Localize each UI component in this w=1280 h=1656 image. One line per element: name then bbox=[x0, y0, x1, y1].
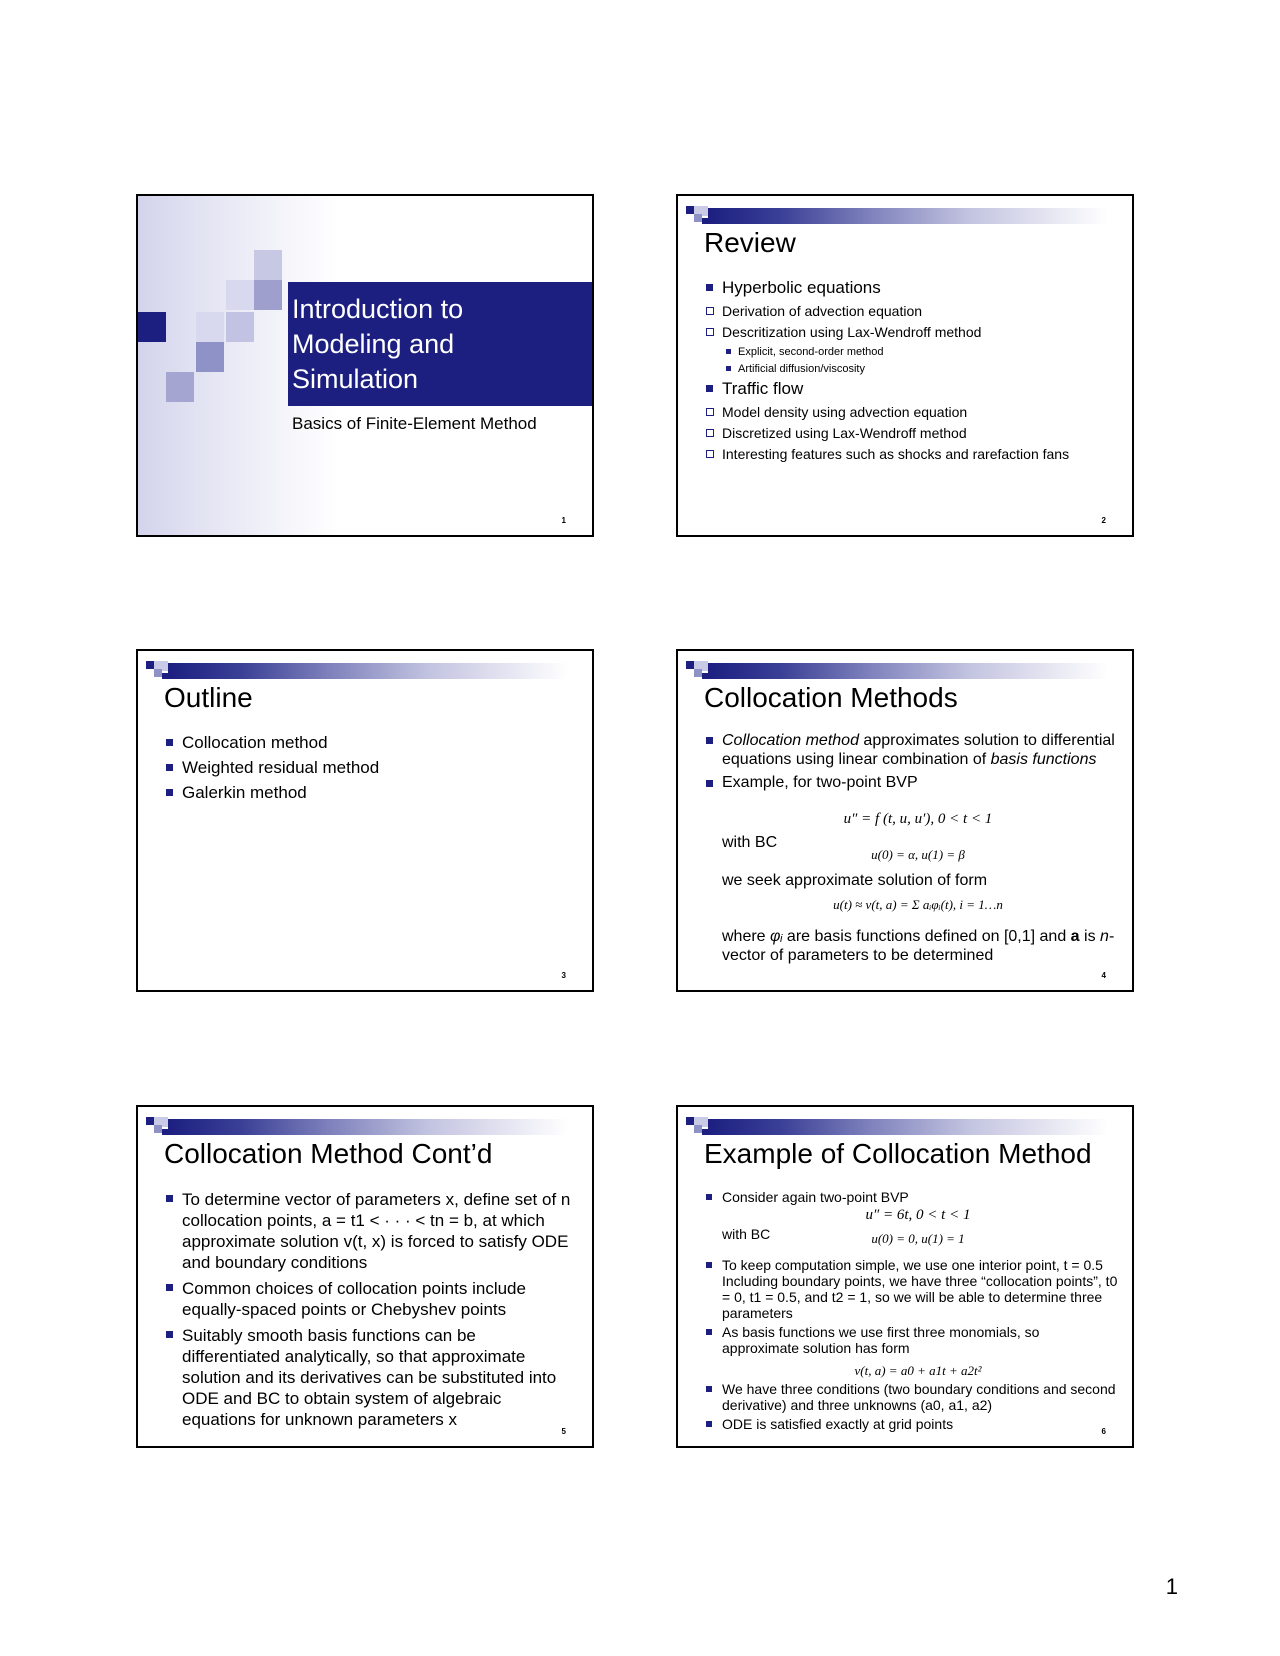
sub-bullet: Interesting features such as shocks and rarefaction fans bbox=[704, 446, 1118, 463]
slide-title: Outline bbox=[164, 682, 253, 713]
slide-title: Review bbox=[704, 227, 796, 258]
slide-2 bbox=[676, 194, 1134, 537]
decor-square bbox=[702, 1129, 708, 1135]
text-seek: we seek approximate solution of form bbox=[722, 872, 988, 889]
bullet: Traffic flow bbox=[704, 379, 1118, 399]
bullet: ODE is satisfied exactly at grid points bbox=[704, 1416, 1118, 1432]
symbol: n bbox=[1100, 928, 1109, 945]
bullet-list bbox=[164, 733, 578, 808]
text-where bbox=[722, 927, 1122, 965]
decor-square bbox=[686, 206, 694, 214]
slide-number: 3 bbox=[561, 971, 566, 980]
equation-basis: v(t, a) = a0 + a1t + a2t² bbox=[854, 1363, 982, 1378]
decor-square bbox=[686, 661, 694, 669]
slide-number: 4 bbox=[1101, 971, 1106, 980]
slide-6 bbox=[676, 1105, 1134, 1448]
bullet-list bbox=[704, 278, 1118, 467]
text-with-bc: with BC bbox=[722, 1226, 771, 1242]
slide-3 bbox=[136, 649, 594, 992]
decor-square bbox=[254, 280, 282, 310]
text: are basis functions defined on [0,1] and bbox=[782, 928, 1071, 945]
slide-title: Collocation Methods bbox=[704, 682, 958, 713]
header-strip bbox=[708, 663, 1108, 679]
header-strip bbox=[708, 1119, 1108, 1135]
equation-bc: u(0) = 0, u(1) = 1 bbox=[871, 1231, 965, 1246]
bullet: Example, for two-point BVP bbox=[704, 774, 1118, 792]
bullet: Weighted residual method bbox=[164, 758, 578, 778]
sub-bullet: Model density using advection equation bbox=[704, 404, 1118, 421]
decor-square bbox=[162, 673, 168, 679]
slide-1 bbox=[136, 194, 594, 537]
text: approximates solution to differential equations using linear combination of bbox=[722, 732, 1115, 768]
equation-approx: u(t) ≈ v(t, a) = Σ aᵢφᵢ(t), i = 1…n bbox=[833, 897, 1003, 912]
title-line: Simulation bbox=[292, 364, 419, 394]
bullet: To determine vector of parameters x, define set of n collocation points, a = t1 < · · · < tn = b, at which approximate solution v(t, x) is forced to satisfy ODE and boundary conditions bbox=[164, 1189, 578, 1273]
text: -vector of parameters to be determined bbox=[722, 928, 1115, 964]
bullet bbox=[704, 731, 1118, 769]
emphasis: basis functions bbox=[990, 751, 1097, 768]
bullet: To keep computation simple, we use one interior point, t = 0.5 Including boundary points, we have three “collocation points”, t0 = 0, t1 = 0.5, and t2 = 1, so we will be able to determine three parameters bbox=[704, 1257, 1118, 1321]
header-strip bbox=[708, 208, 1108, 224]
decor-square bbox=[196, 342, 224, 372]
slide-1-title bbox=[292, 292, 463, 397]
header-strip bbox=[168, 663, 568, 679]
slide-title: Example of Collocation Method bbox=[704, 1138, 1092, 1169]
decor-square bbox=[196, 312, 224, 342]
bullet: Collocation method bbox=[164, 733, 578, 753]
equation-ode: u″ = f (t, u, u′), 0 < t < 1 bbox=[843, 811, 993, 827]
bullet: We have three conditions (two boundary conditions and second derivative) and three unknowns (a0, a1, a2) bbox=[704, 1381, 1118, 1413]
bullet: Common choices of collocation points include equally-spaced points or Chebyshev points bbox=[164, 1278, 578, 1320]
decor-square bbox=[154, 1125, 162, 1133]
bullet-list bbox=[704, 731, 1118, 792]
slide-number: 1 bbox=[561, 516, 566, 525]
decor-square bbox=[702, 218, 708, 224]
text: where bbox=[722, 928, 771, 945]
bullet: Consider again two-point BVP bbox=[704, 1189, 1118, 1205]
sub-sub-bullet: Artificial diffusion/viscosity bbox=[724, 362, 1118, 376]
decor-square bbox=[162, 1129, 168, 1135]
decor-square bbox=[138, 312, 166, 342]
decor-square bbox=[254, 250, 282, 280]
slide-number: 5 bbox=[561, 1427, 566, 1436]
text-with-bc: with BC bbox=[722, 834, 778, 851]
decor-square bbox=[166, 372, 194, 402]
slide-4 bbox=[676, 649, 1134, 992]
bullet: Galerkin method bbox=[164, 783, 578, 803]
bullet-list bbox=[704, 1189, 1118, 1208]
emphasis: Collocation method bbox=[722, 732, 859, 749]
sub-bullet: Discretized using Lax-Wendroff method bbox=[704, 425, 1118, 442]
decor-square bbox=[226, 280, 254, 310]
slide-number: 6 bbox=[1101, 1427, 1106, 1436]
decor-square bbox=[146, 661, 154, 669]
slide-title: Collocation Method Cont’d bbox=[164, 1138, 493, 1169]
header-strip bbox=[168, 1119, 568, 1135]
decor-square bbox=[694, 214, 702, 222]
decor-square bbox=[226, 312, 254, 342]
sub-sub-bullet: Explicit, second-order method bbox=[724, 345, 1118, 359]
bullet: As basis functions we use first three monomials, so approximate solution has form bbox=[704, 1324, 1118, 1356]
symbol: a bbox=[1070, 928, 1080, 945]
equation-ode: u″ = 6t, 0 < t < 1 bbox=[865, 1207, 971, 1223]
equation-bc: u(0) = α, u(1) = β bbox=[871, 847, 965, 862]
title-line: Modeling and bbox=[292, 329, 455, 359]
title-line: Introduction to bbox=[292, 294, 464, 324]
bullet-list bbox=[704, 1257, 1118, 1356]
slide-1-subtitle: Basics of Finite-Element Method bbox=[292, 414, 537, 433]
decor-square bbox=[146, 1117, 154, 1125]
bullet-list bbox=[164, 1189, 578, 1435]
slide-5 bbox=[136, 1105, 594, 1448]
bullet: Suitably smooth basis functions can be differentiated analytically, so that approximate solution and its derivatives can be substituted into ODE and BC to obtain system of algebraic equations for unknown parameters x bbox=[164, 1325, 578, 1430]
sub-bullet: Descritization using Lax-Wendroff method bbox=[704, 324, 1118, 341]
decor-square bbox=[694, 669, 702, 677]
bullet: Hyperbolic equations bbox=[704, 278, 1118, 298]
page-number: 1 bbox=[1165, 1574, 1178, 1599]
sub-bullet: Derivation of advection equation bbox=[704, 303, 1118, 320]
decor-square bbox=[154, 669, 162, 677]
bullet-list bbox=[704, 1381, 1118, 1435]
decor-square bbox=[702, 673, 708, 679]
slide-number: 2 bbox=[1101, 516, 1106, 525]
decor-square bbox=[686, 1117, 694, 1125]
decor-square bbox=[694, 1125, 702, 1133]
text: is bbox=[1079, 928, 1101, 945]
symbol: φᵢ bbox=[770, 928, 783, 945]
